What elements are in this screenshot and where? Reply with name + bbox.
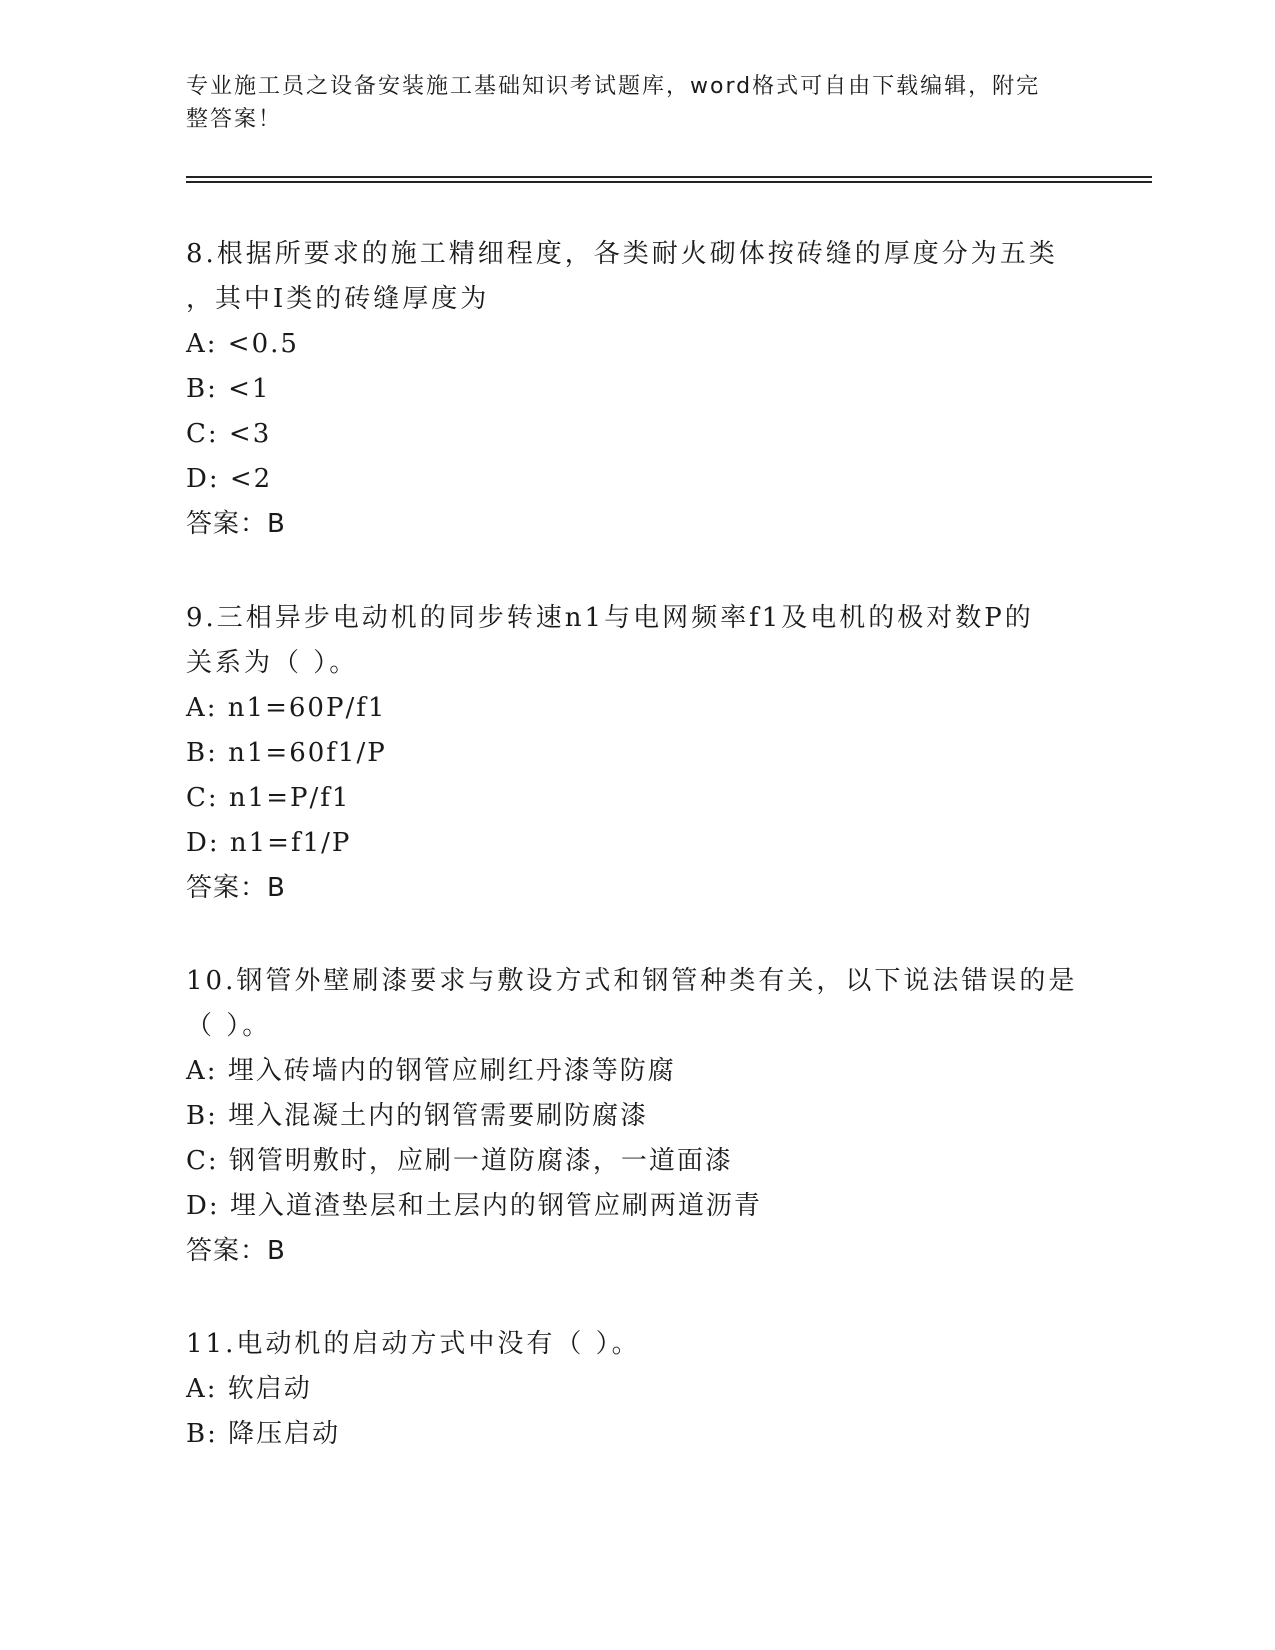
option-a: A: 埋入砖墙内的钢管应刷红丹漆等防腐 <box>186 1056 676 1086</box>
header-line-2: 整答案！ <box>186 107 283 132</box>
question-9 <box>186 596 1086 911</box>
option-c: C: 钢管明敷时，应刷一道防腐漆，一道面漆 <box>186 1146 733 1176</box>
option-d: D: n1=f1/P <box>186 828 352 858</box>
question-stem-continued: ，其中Ⅰ类的砖缝厚度为 <box>186 284 490 314</box>
option-d: D: 埋入道渣垫层和土层内的钢管应刷两道沥青 <box>186 1191 762 1221</box>
question-11 <box>186 1322 1086 1457</box>
option-c: C: <3 <box>186 419 272 449</box>
question-stem-continued: 关系为（ ）。 <box>186 648 359 678</box>
option-b: B: 埋入混凝土内的钢管需要刷防腐漆 <box>186 1101 649 1131</box>
header-line-1: 专业施工员之设备安装施工基础知识考试题库，word格式可自由下载编辑，附完 <box>186 74 1041 99</box>
option-a: A: n1=60P/f1 <box>186 693 387 723</box>
option-d: D: <2 <box>186 464 273 494</box>
option-b: B: n1=60f1/P <box>186 738 387 768</box>
header-divider-bottom <box>186 181 1152 183</box>
option-b: B: 降压启动 <box>186 1419 341 1449</box>
option-c: C: n1=P/f1 <box>186 783 351 813</box>
question-stem: 10.钢管外壁刷漆要求与敷设方式和钢管种类有关，以下说法错误的是 <box>186 966 1078 996</box>
question-stem: 11.电动机的启动方式中没有（ ）。 <box>186 1329 641 1359</box>
option-a: A: 软启动 <box>186 1374 312 1404</box>
header-divider-top <box>186 176 1152 178</box>
option-a: A: <0.5 <box>186 329 299 359</box>
question-stem: 9.三相异步电动机的同步转速n1与电网频率f1及电机的极对数P的 <box>186 603 1034 633</box>
document-header <box>186 70 1066 136</box>
answer: 答案：B <box>186 873 286 903</box>
question-8 <box>186 232 1086 547</box>
answer: 答案：B <box>186 1236 286 1266</box>
answer: 答案：B <box>186 509 286 539</box>
question-stem: 8.根据所要求的施工精细程度，各类耐火砌体按砖缝的厚度分为五类 <box>186 239 1058 269</box>
option-b: B: <1 <box>186 374 271 404</box>
question-stem-continued: （ ）。 <box>186 1011 272 1041</box>
question-10 <box>186 959 1086 1274</box>
